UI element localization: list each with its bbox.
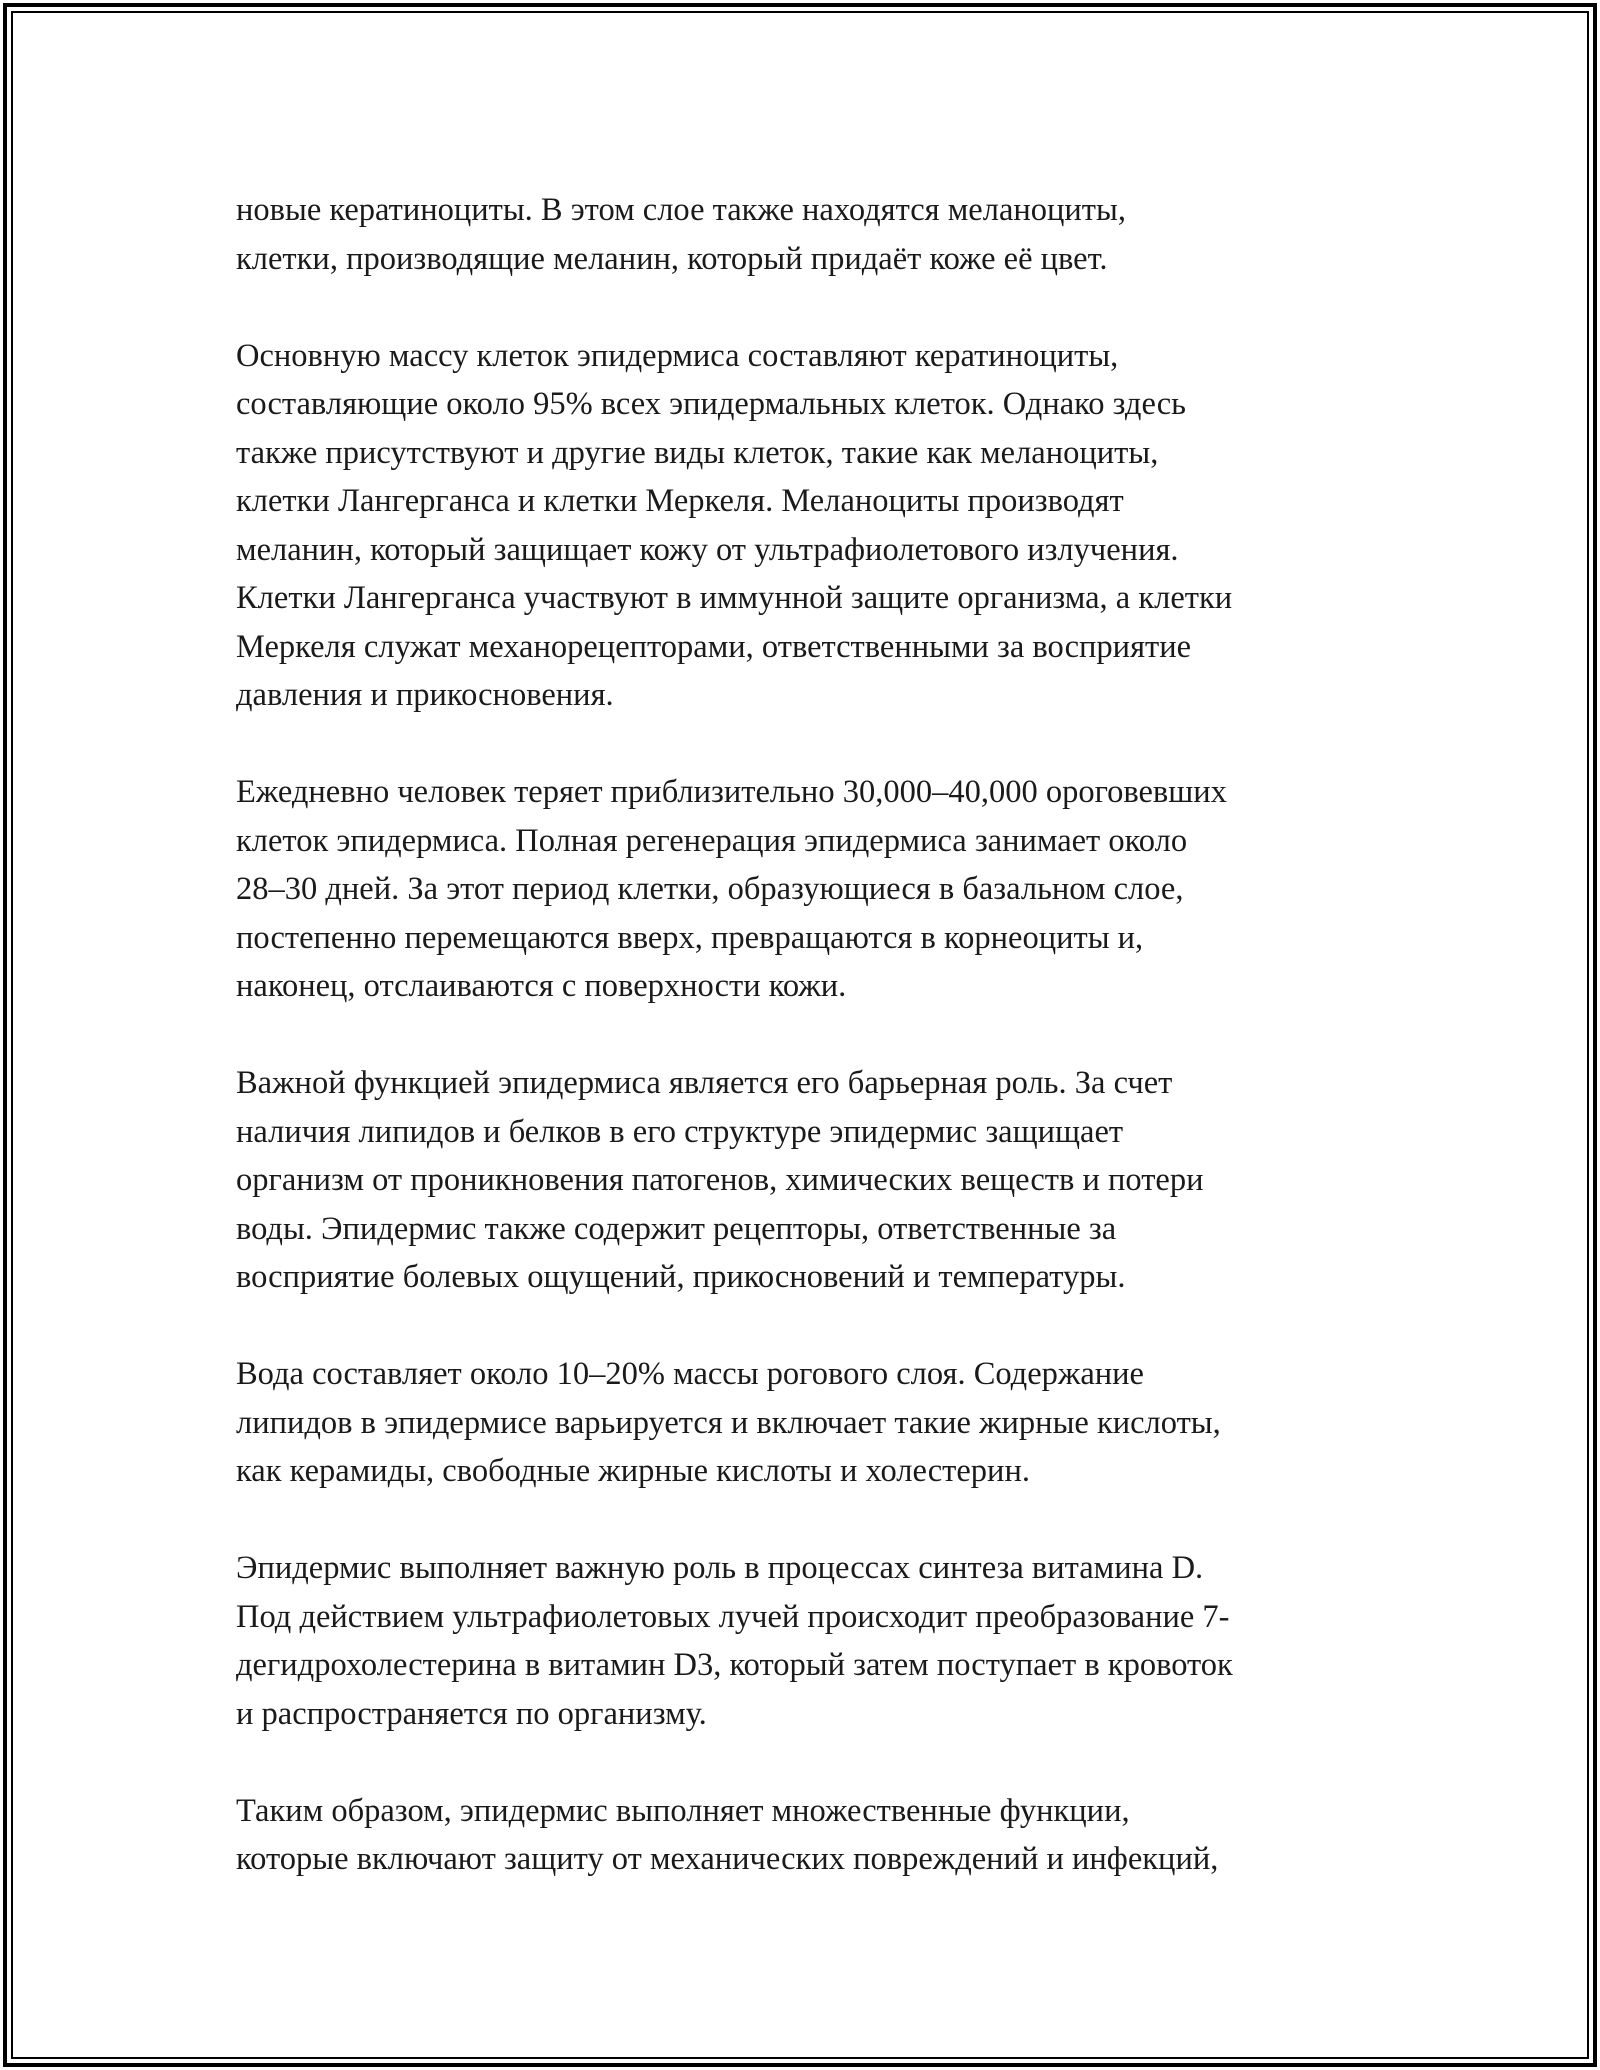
text-line: Вода составляет около 10–20% массы рогового слоя. Содержание — [236, 1356, 1144, 1392]
text-line: Таким образом, эпидермис выполняет множественные функции, — [236, 1792, 1130, 1829]
text-line: организм от проникновения патогенов, химических веществ и потери — [236, 1162, 1204, 1198]
text-line: дегидрохолестерина в витамин D3, который затем поступает в кровоток — [236, 1647, 1233, 1683]
text-line: Под действием ультрафиолетовых лучей происходит преобразование 7- — [236, 1598, 1230, 1635]
paragraph-7 — [236, 1787, 1396, 1884]
text-line: клеток эпидермиса. Полная регенерация эпидермиса занимает около — [236, 822, 1188, 859]
text-line: как керамиды, свободные жирные кислоты и холестерин. — [236, 1453, 1030, 1489]
text-line: меланин, который защищает кожу от ультрафиолетового излучения. — [236, 531, 1179, 568]
text-line: давления и прикосновения. — [236, 677, 614, 713]
text-line: Эпидермис выполняет важную роль в процессах синтеза витамина D. — [236, 1550, 1204, 1586]
text-line: постепенно перемещаются вверх, превращаются в корнеоциты и, — [236, 919, 1144, 956]
text-line: воды. Эпидермис также содержит рецепторы, ответственные за — [236, 1210, 1117, 1247]
text-line: которые включают защиту от механических повреждений и инфекций, — [236, 1841, 1219, 1877]
text-line: Меркеля служат механорецепторами, ответственными за восприятие — [236, 628, 1192, 665]
text-line: восприятие болевых ощущений, прикосновений и температуры. — [236, 1259, 1126, 1295]
text-line: Основную массу клеток эпидермиса составляют кератиноциты, — [236, 337, 1119, 374]
paragraph-1 — [236, 186, 1396, 283]
text-line: Важной функцией эпидермиса является его барьерная роль. За счет — [236, 1065, 1173, 1101]
text-line: и распространяется по организму. — [236, 1695, 707, 1732]
text-line: Ежедневно человек теряет приблизительно 30,000–40,000 ороговевших — [236, 774, 1227, 810]
document-body — [236, 186, 1396, 1932]
text-line: липидов в эпидермисе варьируется и включает такие жирные кислоты, — [236, 1404, 1221, 1441]
paragraph-2 — [236, 332, 1396, 720]
text-line: Клетки Лангерганса участвуют в иммунной защите организма, а клетки — [236, 580, 1233, 616]
text-line: клетки, производящие меланин, который придаёт коже её цвет. — [236, 240, 1108, 277]
paragraph-5 — [236, 1350, 1396, 1496]
text-line: новые кератиноциты. В этом слое также находятся меланоциты, — [236, 192, 1126, 228]
text-line: составляющие около 95% всех эпидермальных клеток. Однако здесь — [236, 386, 1186, 422]
text-line: наконец, отслаиваются с поверхности кожи. — [236, 968, 847, 1004]
text-line: клетки Лангерганса и клетки Меркеля. Меланоциты производят — [236, 483, 1124, 519]
text-line: наличия липидов и белков в его структуре эпидермис защищает — [236, 1113, 1124, 1150]
text-line: 28–30 дней. За этот период клетки, образующиеся в базальном слое, — [236, 871, 1184, 907]
paragraph-4 — [236, 1059, 1396, 1302]
paragraph-6 — [236, 1544, 1396, 1738]
text-line: также присутствуют и другие виды клеток, такие как меланоциты, — [236, 434, 1159, 471]
paragraph-3 — [236, 768, 1396, 1011]
